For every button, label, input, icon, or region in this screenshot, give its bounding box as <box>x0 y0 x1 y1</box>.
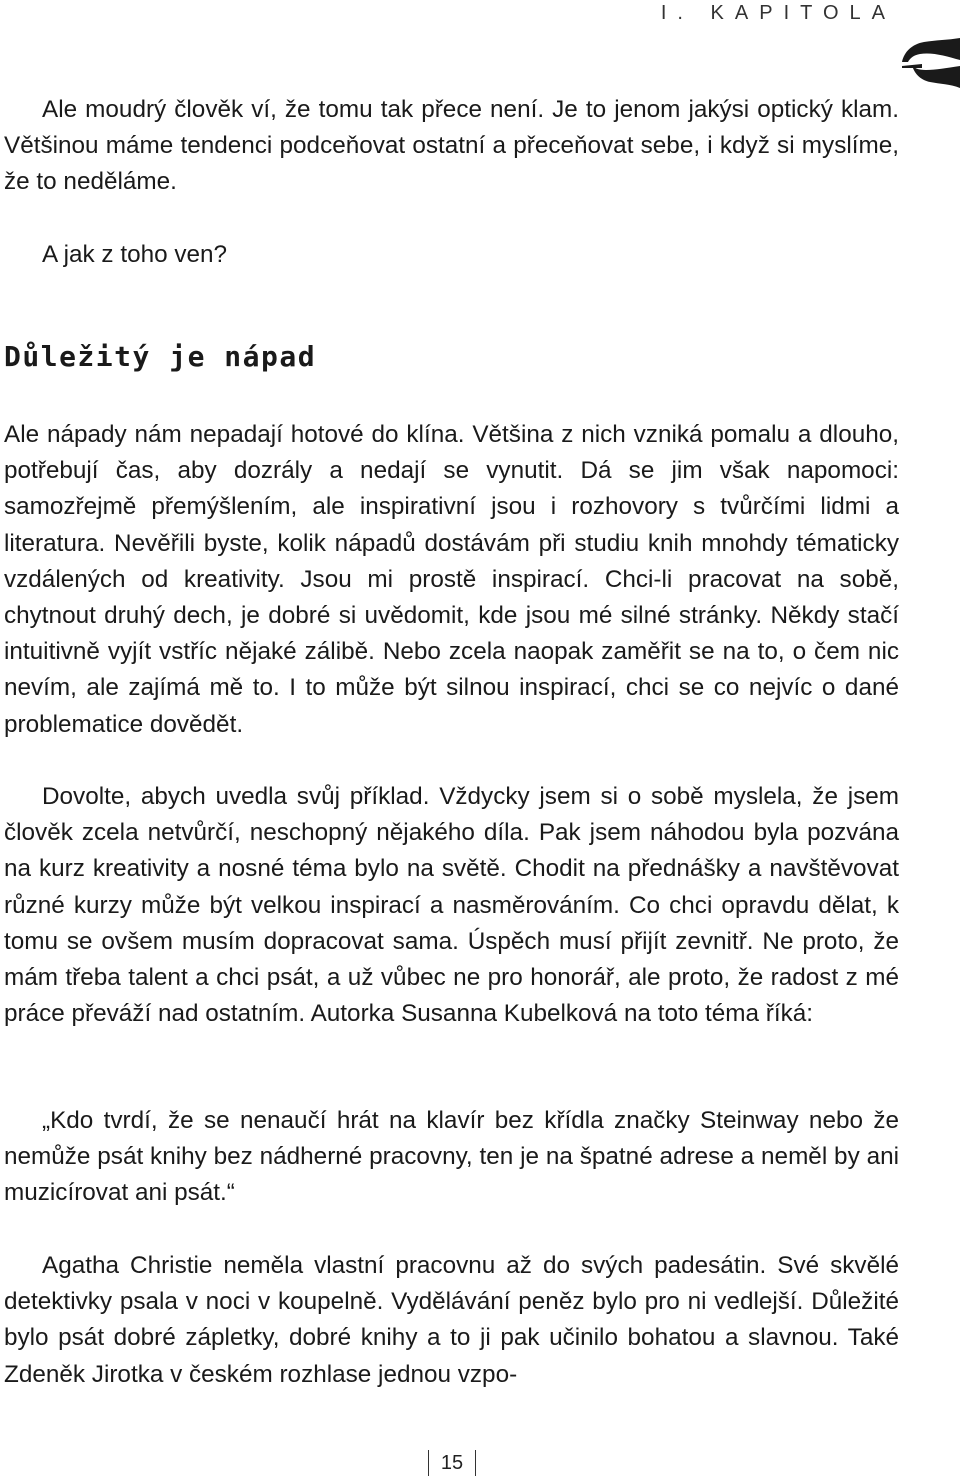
quote: „Kdo tvrdí, že se nenaučí hrát na klavír bez křídla značky Steinway nebo že nemůže psát knihy bez nádherné pracovny, ten je na špatné adrese a neměl by ani muzicírovat ani psát.“ <box>4 1107 899 1207</box>
chapter-mark-icon <box>902 38 960 88</box>
paragraph: A jak z toho ven? <box>42 241 228 268</box>
paragraph: Ale moudrý člověk ví, že tomu tak přece není. Je to jenom jakýsi optický klam. Většinou máme tendenci podceňovat ostatní a přeceňovat sebe, i když si myslíme, že to neděláme. <box>4 96 899 196</box>
paragraph: Agatha Christie neměla vlastní pracovnu až do svých padesátin. Své skvělé detektivky psala v noci v koupelně. Vydělávání peněz bylo pro ni vedlejší. Důležité bylo psát dobré zápletky, dobré knihy a to ji pak učinilo bohatou a slavnou. Také Zdeněk Jirotka v českém rozhlase jednou vzpo- <box>4 1252 899 1388</box>
paragraph: Dovolte, abych uvedla svůj příklad. Vždycky jsem si o sobě myslela, že jsem člověk zcela netvůrčí, neschopný nějakého díla. Pak jsem náhodou byla pozvána na kurz kreativity a nosné téma bylo na světě. Chodit na přednášky a navštěvovat různé kurzy může být velkou inspirací a nasměrováním. Co chci opravdu dělat, k tomu se ovšem musím dopracovat sama. Úspěch musí přijít zevnitř. Ne proto, že mám třeba talent a chci psát, a už vůbec ne pro honorář, ale proto, že radost z mé práce převáží nad ostatním. Autorka Susanna Kubelková na toto téma říká: <box>4 783 899 1028</box>
section-heading: Důležitý je nápad <box>4 340 317 373</box>
paragraph: Ale nápady nám nepadají hotové do klína. Většina z nich vzniká pomalu a dlouho, potřebují čas, aby dozrály a nedají se vynutit. Dá se jim však napomoci: samozřejmě přemýšlením, ale inspirativní jsou i rozhovory s tvůrčími lidmi a literatura. Nevěřili byste, kolik nápadů dostávám při studiu knih mnohdy tématicky vzdálených od kreativity. Jsou mi prostě inspirací. Chci-li pracovat na sobě, chytnout druhý dech, je dobré si uvědomit, kde jsou mé silné stránky. Někdy stačí intuitivně vyjít vstříc nějaké zálibě. Nebo zcela naopak zaměřit se na to, o čem nic nevím, ale zajímá mě to. I to může být silnou inspirací, chci se co nejvíc o dané problematice dovědět. <box>4 421 899 738</box>
chapter-header: I. KAPITOLA <box>660 2 896 24</box>
page-number: 15 <box>428 1450 476 1476</box>
